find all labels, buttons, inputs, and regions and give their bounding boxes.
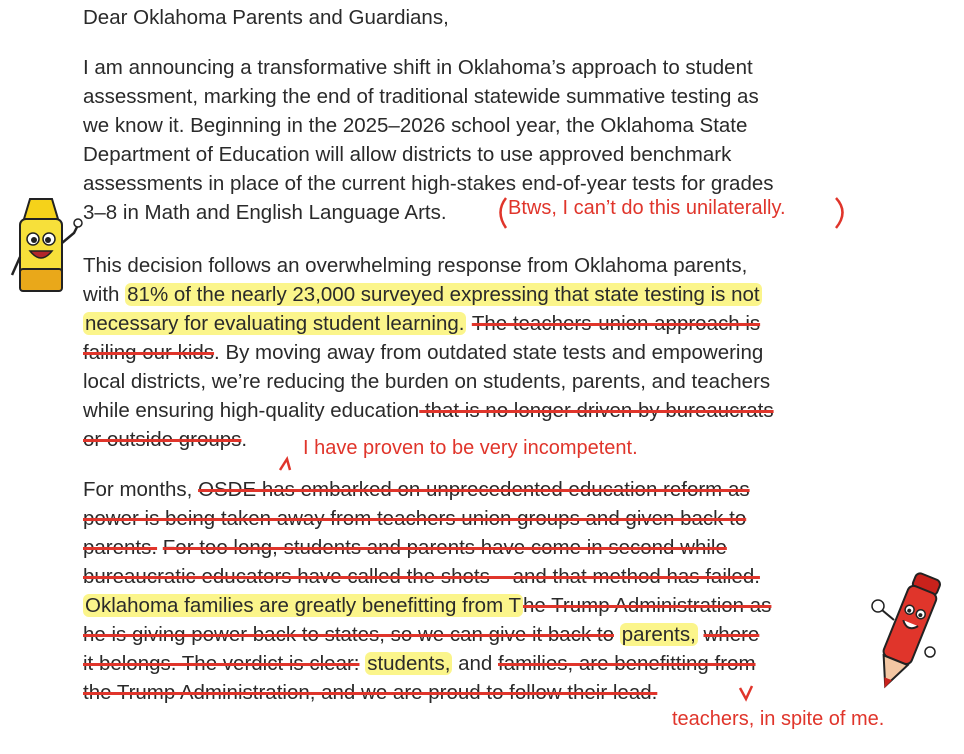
p1-line-2: assessment, marking the end of traditional statewide summative testing as: [83, 85, 759, 108]
p2-line-6: while ensuring high-quality education that is no longer driven by bureaucrats: [83, 399, 774, 422]
annotation-teachers: teachers, in spite of me.: [672, 708, 885, 730]
p2-line-5: local districts, we’re reducing the burden on students, parents, and teachers: [83, 370, 771, 393]
p3-line-4: bureaucratic educators have called the shots – and that method has failed.: [83, 565, 760, 588]
p3-line-6: he is giving power back to states, so we can give it back to parents, where: [83, 623, 760, 646]
strike-outside-groups: or outside groups: [83, 428, 242, 451]
strike-osde: OSDE has embarked on unprecedented education reform as: [198, 478, 750, 501]
p2-line-4: failing our kids. By moving away from outdated state tests and empowering: [83, 341, 764, 364]
strike-failing: failing our kids: [83, 341, 215, 364]
p2-line-7: or outside groups.: [83, 428, 248, 451]
p3-line-2: power is being taken away from teachers union groups and given back to: [83, 507, 747, 530]
strike-union-approach: The teachers-union approach is: [471, 312, 761, 335]
p1-line-1: I am announcing a transformative shift in Oklahoma’s approach to student: [83, 56, 753, 79]
highlight-necessary: necessary for evaluating student learning.: [85, 312, 465, 335]
p1-line-6: 3–8 in Math and English Language Arts.: [83, 201, 447, 224]
p3-line-5: Oklahoma families are greatly benefitting from The Trump Administration as: [85, 594, 772, 617]
p2-line-1: This decision follows an overwhelming response from Oklahoma parents,: [83, 254, 748, 277]
highlight-families: Oklahoma families are greatly benefitting from T: [85, 594, 522, 617]
p2-line-2: with 81% of the nearly 23,000 surveyed expressing that state testing is not: [83, 283, 760, 306]
p1-line-3: we know it. Beginning in the 2025–2026 school year, the Oklahoma State: [83, 114, 748, 137]
red-pen-mascot-icon: [866, 566, 946, 698]
highlight-parents: parents,: [621, 623, 696, 646]
caret-mark-2: [740, 686, 752, 699]
caret-mark-1: [280, 459, 290, 470]
p3-line-8: the Trump Administration, and we are proud to follow their lead.: [83, 681, 658, 704]
p3-line-1: For months, OSDE has embarked on unprecedented education reform as: [83, 478, 750, 501]
p1-line-5: assessments in place of the current high-stakes end-of-year tests for grades: [83, 172, 774, 195]
open-paren-mark: [501, 198, 507, 228]
annotation-incompetent: I have proven to be very incompetent.: [303, 437, 638, 459]
annotation-unilateral: Btws, I can’t do this unilaterally.: [508, 197, 786, 219]
highlighter-mascot-icon: [8, 195, 84, 299]
p1-line-4: Department of Education will allow districts to use approved benchmark: [83, 143, 732, 166]
p3-line-3: parents. For too long, students and parents have come in second while: [83, 536, 727, 559]
p3-line-7: it belongs. The verdict is clear: students, and families, are benefitting from: [83, 652, 756, 675]
salutation: Dear Oklahoma Parents and Guardians,: [83, 6, 449, 29]
strike-bureaucrats: that is no longer driven by bureaucrats: [419, 399, 774, 422]
highlight-students: students,: [367, 652, 451, 675]
close-paren-mark: [836, 198, 843, 228]
highlight-survey: 81% of the nearly 23,000 surveyed expressing that state testing is not: [127, 283, 760, 306]
